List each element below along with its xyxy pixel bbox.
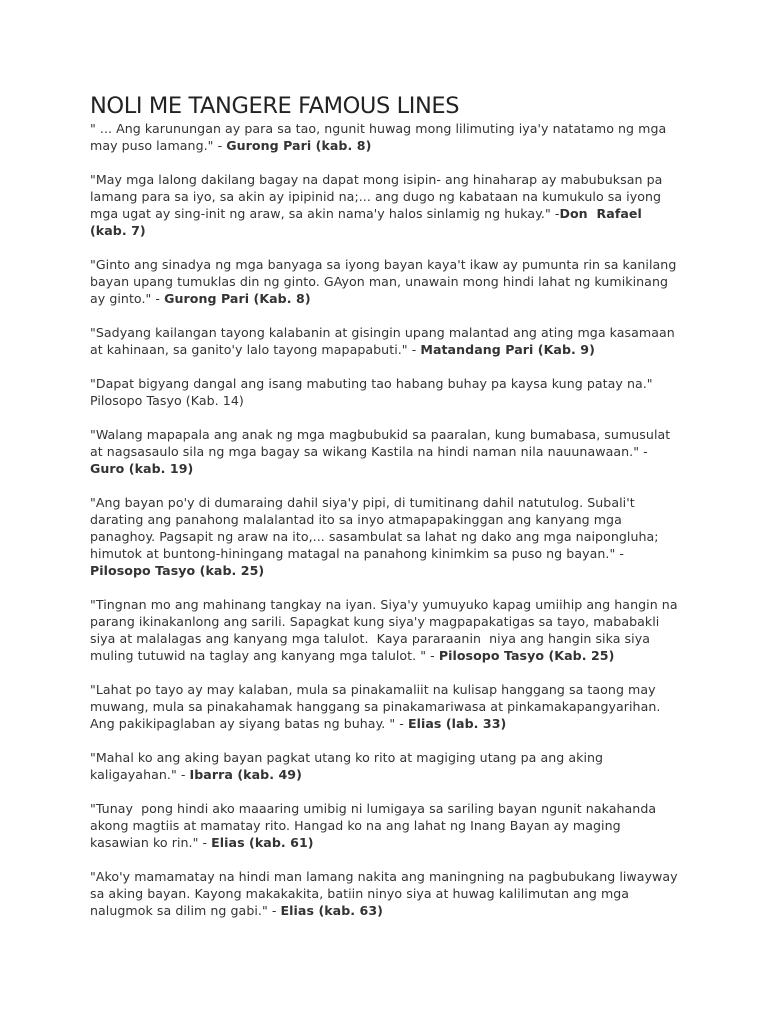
- quote-line: "Tingnan mo ang mahinang tangkay na iyan. Siya'y yumuyuko kapag umiihip ang hangin na: [90, 597, 678, 612]
- quote-attribution: Gurong Pari (Kab. 8): [164, 291, 311, 306]
- quote-attribution: Pilosopo Tasyo (kab. 25): [90, 563, 265, 578]
- quote-line-with-attribution: [90, 834, 690, 851]
- quote-elias-kab-61: [90, 800, 690, 851]
- quote-attribution: (kab. 7): [90, 223, 146, 238]
- quote-line-with-attribution: [90, 290, 690, 307]
- quote-line: nalugmok sa dilim ng gabi." -: [90, 903, 281, 918]
- quote-line: " ... Ang karunungan ay para sa tao, ngunit huwag mong lilimuting iya'y natatamo ng mga: [90, 121, 667, 136]
- quote-line: "Dapat bigyang dangal ang isang mabuting tao habang buhay pa kaysa kung patay na.": [90, 376, 653, 391]
- quote-line: "Lahat po tayo ay may kalaban, mula sa pinakamaliit na kulisap hanggang sa taong may: [90, 682, 656, 697]
- quote-line: himutok at buntong-hiningang matagal na panahong kinimkim sa puso ng bayan." -: [90, 546, 624, 561]
- quote-line: "Tunay pong hindi ako maaaring umibig ni lumigaya sa sariling bayan ngunit nakahanda: [90, 801, 657, 816]
- quote-line: sa aking bayan. Kayong makakakita, batiin ninyo siya at huwag kalilimutan ang mga: [90, 886, 630, 901]
- quote-line-with-attribution: [90, 341, 690, 358]
- quote-line-with-attribution: [90, 647, 690, 664]
- quote-ibarra: [90, 749, 690, 783]
- quote-line-with-attribution: [90, 205, 690, 222]
- quote-line: Pilosopo Tasyo (Kab. 14): [90, 393, 244, 408]
- quote-attribution-line: [90, 460, 690, 477]
- quote-matandang-pari: [90, 324, 690, 358]
- quote-guro: [90, 426, 690, 477]
- quote-line: may puso lamang." -: [90, 138, 227, 153]
- quote-elias-kab-63: [90, 868, 690, 919]
- quote-line: Ang pakikipaglaban ay siyang batas ng buhay. " -: [90, 716, 408, 731]
- quote-attribution-line: [90, 562, 690, 579]
- quote-gurong-pari-kab-8-ginto: [90, 256, 690, 307]
- quote-attribution: Elias (kab. 61): [211, 835, 314, 850]
- quote-line-with-attribution: [90, 902, 690, 919]
- document-title: NOLI ME TANGERE FAMOUS LINES: [90, 93, 460, 119]
- quote-line: "May mga lalong dakilang bagay na dapat mong isipin- ang hinaharap ay mabubuksan pa: [90, 172, 663, 187]
- quote-line: kaligayahan." -: [90, 767, 190, 782]
- quote-line: at kahinaan, sa ganito'y lalo tayong mapapabuti." -: [90, 342, 421, 357]
- quote-pilosopo-tasyo-kab-14: [90, 375, 690, 409]
- quote-line: panaghoy. Pagsapit ng araw na ito,... sasambulat sa lahat ng dako ang mga naipongluha;: [90, 529, 659, 544]
- quote-line: darating ang panahong malalantad ito sa inyo atmapapakinggan ang kanyang mga: [90, 512, 622, 527]
- quote-line: "Sadyang kailangan tayong kalabanin at gisingin upang malantad ang ating mga kasamaan: [90, 325, 675, 340]
- quote-line-with-attribution: [90, 715, 690, 732]
- quote-line: lamang para sa iyo, sa akin ay ipipinid na;... ang dugo ng kabataan na kumukulo sa iyong: [90, 189, 662, 204]
- quote-line: bayan upang tumuklas din ng ginto. GAyon man, unawain mong hindi lahat ng kumikinang: [90, 274, 669, 289]
- quote-attribution: Guro (kab. 19): [90, 461, 194, 476]
- quote-gurong-pari-kab-8: [90, 120, 690, 154]
- quote-line: akong magtiis at mamatay rito. Hangad ko na ang lahat ng Inang Bayan ay maging: [90, 818, 621, 833]
- quote-attribution: Elias (kab. 63): [280, 903, 383, 918]
- quote-attribution: Gurong Pari (kab. 8): [226, 138, 372, 153]
- quote-attribution: Ibarra (kab. 49): [189, 767, 302, 782]
- quote-line: ay ginto." -: [90, 291, 165, 306]
- quote-line: at nagsasaulo sila ng mga bagay sa wikang Kastila na hindi naman nila nauunawaan." -: [90, 444, 648, 459]
- quote-line: muwang, mula sa pinakahamak hanggang sa pinakamariwasa at pinkamakapangyarihan.: [90, 699, 661, 714]
- quote-pilosopo-tasyo-tangkay: [90, 596, 690, 664]
- quote-line: mga ugat ay sing-init ng araw, sa akin nama'y halos sinlamig ng hukay." -: [90, 206, 560, 221]
- quote-line: "Ginto ang sinadya ng mga banyaga sa iyong bayan kaya't ikaw ay pumunta rin sa kanilang: [90, 257, 677, 272]
- document-page: [90, 93, 690, 936]
- quote-line: kasawian ko rin." -: [90, 835, 212, 850]
- quote-attribution: Don Rafael: [559, 206, 642, 221]
- quote-line: "Ako'y mamamatay na hindi man lamang nakita ang maningning na pagbubukang liwayway: [90, 869, 678, 884]
- quote-line: muling tutuwid na taglay ang kanyang mga talulot. " -: [90, 648, 439, 663]
- quote-line: "Ang bayan po'y di dumaraing dahil siya'y pipi, di tumitinang dahil natutulog. Subali't: [90, 495, 635, 510]
- quote-line: siya at malalagas ang kanyang mga talulot. Kaya pararaanin niya ang hangin sika siya: [90, 631, 650, 646]
- quote-attribution: Elias (lab. 33): [407, 716, 507, 731]
- quote-line: "Mahal ko ang aking bayan pagkat utang ko rito at magiging utang pa ang aking: [90, 750, 604, 765]
- quote-elias-lab-33: [90, 681, 690, 732]
- quote-line: "Walang mapapala ang anak ng mga magbubukid sa paaralan, kung bumabasa, sumusulat: [90, 427, 671, 442]
- quote-attribution: Matandang Pari (Kab. 9): [420, 342, 595, 357]
- quote-pilosopo-tasyo-ang-bayan: [90, 494, 690, 579]
- quote-line: parang ikinakanlong ang sarili. Sapagkat kung siya'y magpapakatigas sa tayo, mababakli: [90, 614, 660, 629]
- quote-line-with-attribution: [90, 766, 690, 783]
- quote-don-rafael: [90, 171, 690, 239]
- quote-line-with-attribution: [90, 137, 690, 154]
- quote-attribution: Pilosopo Tasyo (Kab. 25): [438, 648, 615, 663]
- quote-attribution-line: [90, 222, 690, 239]
